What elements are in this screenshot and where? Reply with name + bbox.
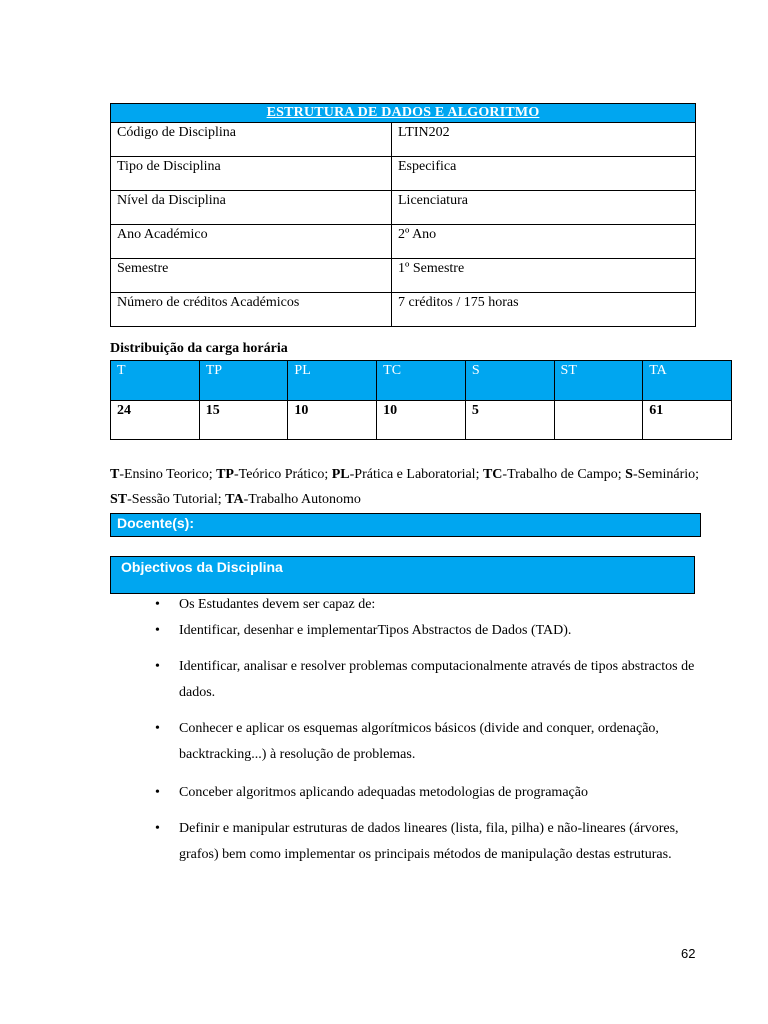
legend-abbr: ST [110, 492, 128, 507]
bullet-icon: • [155, 821, 160, 836]
docente-section [110, 513, 701, 537]
table-row [111, 157, 696, 191]
legend-text: -Seminário; [632, 467, 700, 482]
docente-label: Docente(s): [117, 515, 195, 531]
workload-header-cell: PL [288, 361, 377, 401]
bullet-icon: • [155, 721, 160, 736]
workload-value-cell: 5 [465, 401, 554, 440]
workload-value-cell: 24 [111, 401, 200, 440]
table-row [111, 225, 696, 259]
row-label: Semestre [111, 259, 392, 293]
workload-header-cell: TA [643, 361, 732, 401]
workload-table [110, 360, 732, 440]
legend-text: -Trabalho de Campo; [502, 467, 626, 482]
legend-abbr: TA [225, 492, 244, 507]
workload-legend [110, 462, 710, 512]
bullet-text: Os Estudantes devem ser capaz de: [179, 597, 376, 612]
legend-abbr: TC [482, 467, 503, 482]
legend-text: -Teórico Prático; [233, 467, 332, 482]
table-row [111, 123, 696, 157]
legend-text: -Prática e Laboratorial; [349, 467, 483, 482]
bullet-text: Conceber algoritmos aplicando adequadas metodologias de programação [179, 785, 588, 800]
bullet-text: Conhecer e aplicar os esquemas algorítmicos básicos (divide and conquer, ordenação, backtracking...) à resolução de problemas. [179, 721, 659, 762]
legend-abbr: S [625, 467, 633, 482]
legend-abbr: PL [331, 467, 350, 482]
workload-value-cell: 61 [643, 401, 732, 440]
row-value: 7 créditos / 175 horas [392, 293, 696, 327]
legend-text: -Sessão Tutorial; [127, 492, 226, 507]
workload-value-cell: 15 [199, 401, 288, 440]
row-label: Tipo de Disciplina [111, 157, 392, 191]
workload-value-cell: 10 [288, 401, 377, 440]
page-number: 62 [681, 946, 696, 961]
row-label: Nível da Disciplina [111, 191, 392, 225]
workload-value-cell: 10 [377, 401, 466, 440]
workload-header-cell: TC [377, 361, 466, 401]
workload-value-cell [554, 401, 643, 440]
bullet-text: Definir e manipular estruturas de dados lineares (lista, fila, pilha) e não-lineares (árvores, grafos) bem como implementar os principais métodos de manipulação destas estruturas. [179, 821, 679, 862]
bullet-text: Identificar, desenhar e implementarTipos Abstractos de Dados (TAD). [179, 623, 572, 638]
bullet-icon: • [155, 785, 160, 800]
bullet-text: Identificar, analisar e resolver problemas computacionalmente através de tipos abstractos de dados. [179, 659, 695, 700]
row-value: LTIN202 [392, 123, 696, 157]
workload-heading: Distribuição da carga horária [110, 341, 288, 356]
course-info-table [110, 103, 696, 327]
row-label: Código de Disciplina [111, 123, 392, 157]
row-value: Licenciatura [392, 191, 696, 225]
workload-header-cell: TP [199, 361, 288, 401]
workload-header-cell: ST [554, 361, 643, 401]
objectives-label: Objectivos da Disciplina [121, 559, 283, 575]
row-label: Ano Académico [111, 225, 392, 259]
course-title: ESTRUTURA DE DADOS E ALGORITMO [111, 104, 696, 123]
table-row [111, 191, 696, 225]
objectives-section [110, 556, 695, 594]
legend-text: -Ensino Teorico; [119, 467, 217, 482]
row-value: 2º Ano [392, 225, 696, 259]
row-value: Especifica [392, 157, 696, 191]
table-row [111, 293, 696, 327]
workload-header-row [111, 361, 732, 401]
legend-abbr: T [110, 467, 120, 482]
row-value: 1º Semestre [392, 259, 696, 293]
workload-value-row [111, 401, 732, 440]
workload-header-cell: T [111, 361, 200, 401]
bullet-icon: • [155, 597, 160, 612]
legend-text: -Trabalho Autonomo [243, 492, 361, 507]
table-row [111, 259, 696, 293]
row-label: Número de créditos Académicos [111, 293, 392, 327]
legend-abbr: TP [216, 467, 234, 482]
bullet-icon: • [155, 623, 160, 638]
workload-header-cell: S [465, 361, 554, 401]
bullet-icon: • [155, 659, 160, 674]
